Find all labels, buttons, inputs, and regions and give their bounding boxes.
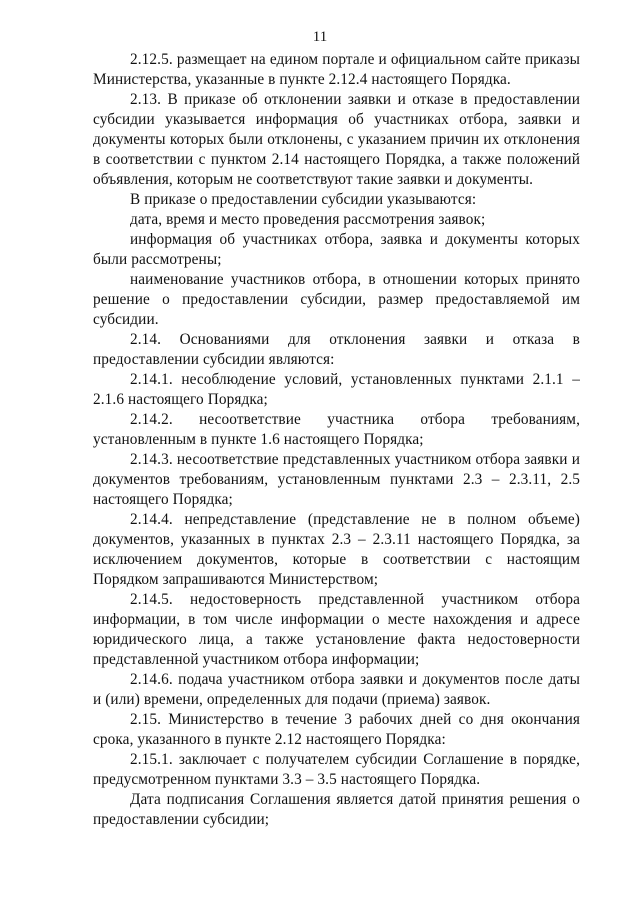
paragraph-2-13: 2.13. В приказе об отклонении заявки и отказе в предоставлении субсидии указывается информация об участниках отбора, заявки и документы которых были отклонены, с указанием причин их отклонения в соответствии с пунктом 2.14 настоящего Порядка, а также положений объявления, которым не соответствуют такие заявки и документы.: [93, 91, 580, 188]
paragraph-2-14-1: 2.14.1. несоблюдение условий, установленных пунктами 2.1.1 – 2.1.6 настоящего Порядка;: [93, 371, 580, 408]
paragraph-2-14-4: 2.14.4. непредставление (представление не в полном объеме) документов, указанных в пунктах 2.3 – 2.3.11 настоящего Порядка, за исключением документов, которые в соответствии с настоящим Порядком запрашиваются Министерством;: [93, 511, 580, 588]
page-number: 11: [312, 29, 328, 45]
paragraph-2-14-2: 2.14.2. несоответствие участника отбора требованиям, установленным в пункте 1.6 настоящего Порядка;: [93, 411, 580, 448]
paragraph-2-14-3: 2.14.3. несоответствие представленных участником отбора заявки и документов требованиям, установленным пунктами 2.3 – 2.3.11, 2.5 настоящего Порядка;: [93, 451, 580, 508]
paragraph-order-contents-intro: В приказе о предоставлении субсидии указываются:: [130, 191, 477, 208]
paragraph-2-12-5: 2.12.5. размещает на едином портале и официальном сайте приказы Министерства, указанные в пункте 2.12.4 настоящего Порядка.: [93, 51, 580, 88]
paragraph-2-14-5: 2.14.5. недостоверность представленной участником отбора информации, в том числе информации о месте нахождения и адресе юридического лица, а также установление факта недостоверности представленной участником отбора информации;: [93, 591, 580, 668]
paragraph-order-item-date: дата, время и место проведения рассмотрения заявок;: [130, 211, 486, 228]
paragraph-2-15: 2.15. Министерство в течение 3 рабочих дней со дня окончания срока, указанного в пункте 2.12 настоящего Порядка:: [93, 711, 580, 748]
paragraph-2-14-6: 2.14.6. подача участником отбора заявки и документов после даты и (или) времени, определенных для подачи (приема) заявок.: [93, 671, 580, 708]
paragraph-order-item-participants: информация об участниках отбора, заявка и документы которых были рассмотрены;: [93, 231, 580, 268]
paragraph-order-item-names: наименование участников отбора, в отношении которых принято решение о предоставлении субсидии, размер предоставляемой им субсидии.: [93, 271, 580, 328]
paragraph-2-15-1: 2.15.1. заключает с получателем субсидии Соглашение в порядке, предусмотренном пунктами 3.3 – 3.5 настоящего Порядка.: [93, 751, 580, 788]
paragraph-agreement-date: Дата подписания Соглашения является датой принятия решения о предоставлении субсидии;: [93, 791, 580, 828]
paragraph-2-14: 2.14. Основаниями для отклонения заявки и отказа в предоставлении субсидии являются:: [93, 331, 580, 368]
document-body: [93, 50, 580, 830]
